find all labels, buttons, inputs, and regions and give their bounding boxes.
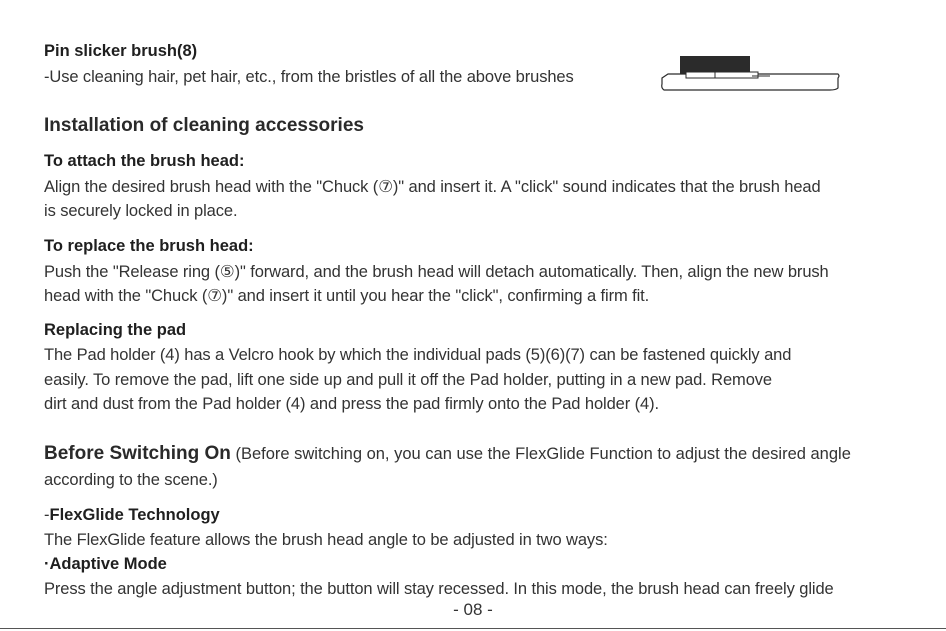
replace-text-line1: Push the "Release ring (⑤)" forward, and the brush head will detach automatically. Then, align the new brush: [44, 263, 829, 281]
pad-text-line3: dirt and dust from the Pad holder (4) and press the pad firmly onto the Pad holder (4).: [44, 395, 659, 413]
pin-slicker-desc: -Use cleaning hair, pet hair, etc., from the bristles of all the above brushes: [44, 68, 574, 86]
page-number: - 08 -: [453, 600, 493, 619]
pin-slicker-brush-illustration: [660, 54, 842, 94]
brush-head-shape: [680, 56, 750, 74]
flexglide-desc: The FlexGlide feature allows the brush head angle to be adjusted in two ways:: [44, 531, 608, 549]
flexglide-title: FlexGlide Technology: [49, 506, 220, 524]
before-switching-note: (Before switching on, you can use the FlexGlide Function to adjust the desired angle: [230, 445, 851, 463]
attach-title: To attach the brush head:: [44, 152, 245, 170]
attach-text-line2: is securely locked in place.: [44, 202, 238, 220]
footer-rule: [0, 628, 946, 629]
before-switching-line1: [44, 443, 851, 465]
replace-title: To replace the brush head:: [44, 237, 254, 255]
before-switching-heading: Before Switching On: [44, 443, 231, 464]
pad-text-line2: easily. To remove the pad, lift one side up and pull it off the Pad holder, putting in a new pad. Remove: [44, 371, 772, 389]
adaptive-mode-title: ·Adaptive Mode: [44, 555, 167, 573]
attach-text-line1: Align the desired brush head with the "Chuck (⑦)" and insert it. A "click" sound indicates that the brush head: [44, 178, 821, 196]
replacing-pad-title: Replacing the pad: [44, 321, 187, 339]
replace-text-line2: head with the "Chuck (⑦)" and insert it until you hear the "click", confirming a firm fit.: [44, 287, 650, 305]
adaptive-mode-desc: Press the angle adjustment button; the button will stay recessed. In this mode, the brush head can freely glide: [44, 580, 834, 598]
brush-neck-shape: [686, 72, 758, 78]
flexglide-title-line: [44, 506, 220, 525]
before-switching-note-line2: according to the scene.): [44, 471, 218, 489]
installation-heading: Installation of cleaning accessories: [44, 115, 364, 136]
pin-slicker-title: Pin slicker brush(8): [44, 42, 198, 60]
pad-text-line1: The Pad holder (4) has a Velcro hook by which the individual pads (5)(6)(7) can be fastened quickly and: [44, 346, 792, 364]
flexglide-dash: -: [44, 506, 50, 524]
